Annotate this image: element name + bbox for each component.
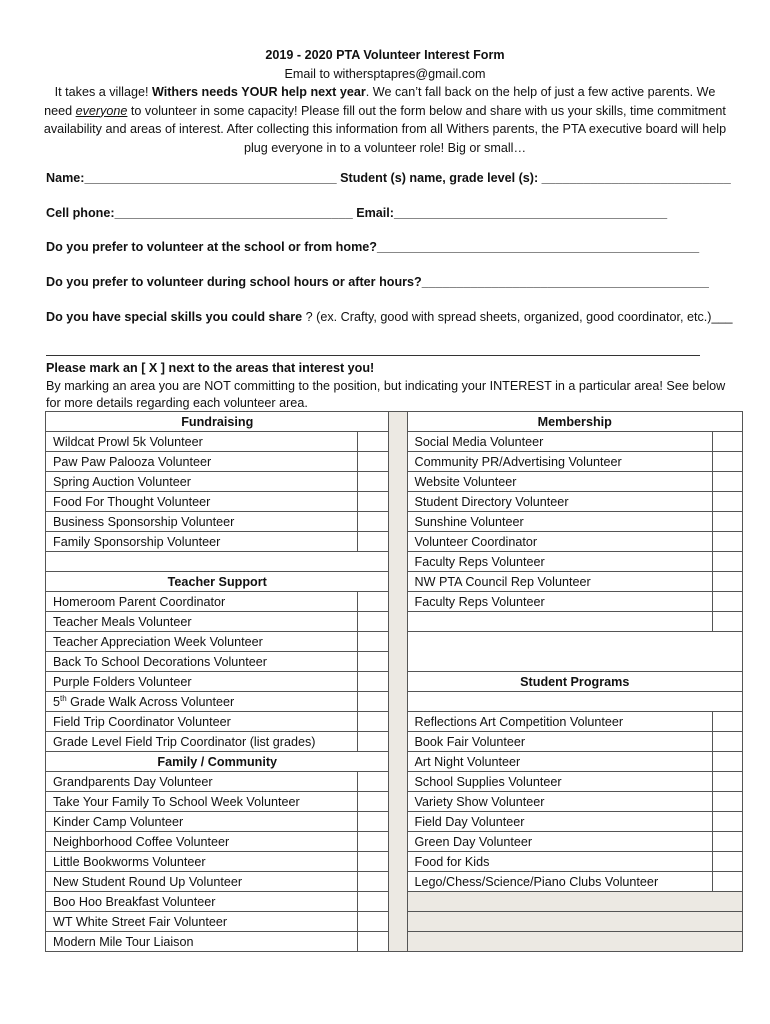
interest-checkbox[interactable] [358, 452, 389, 472]
interest-checkbox[interactable] [712, 552, 742, 572]
intro-emphasis: everyone [75, 103, 128, 118]
interest-checkbox[interactable] [712, 612, 742, 632]
interest-checkbox[interactable] [712, 532, 742, 552]
empty-cell [407, 652, 743, 672]
interest-checkbox[interactable] [712, 792, 742, 812]
interest-checkbox[interactable] [712, 712, 742, 732]
volunteer-area-label: Spring Auction Volunteer [46, 472, 358, 492]
volunteer-area-label: Social Media Volunteer [407, 432, 712, 452]
intro-text-2: . We can’t fall back on the help of just a few active parents. We need [44, 85, 716, 118]
special-skills-field[interactable] [46, 310, 732, 324]
interest-checkbox[interactable] [712, 772, 742, 792]
volunteer-area-label: Wildcat Prowl 5k Volunteer [46, 432, 358, 452]
volunteer-area-label: Modern Mile Tour Liaison [46, 932, 358, 952]
intro-text-1: It takes a village! [54, 85, 152, 99]
volunteer-area-label: Field Trip Coordinator Volunteer [46, 712, 358, 732]
interest-checkbox[interactable] [358, 772, 389, 792]
interest-checkbox[interactable] [358, 852, 389, 872]
volunteer-area-label: Volunteer Coordinator [407, 532, 712, 552]
email-line: Email to withersptapres@gmail.com [284, 66, 486, 81]
volunteer-area-label: Faculty Reps Volunteer [407, 552, 712, 572]
interest-checkbox[interactable] [358, 892, 389, 912]
instructions-heading: Please mark an [ X ] next to the areas that interest you! [46, 361, 375, 375]
interest-checkbox[interactable] [358, 672, 389, 692]
hours-preference-field[interactable]: Do you prefer to volunteer during school hours or after hours?_________________________________________ [46, 275, 709, 289]
shaded-cell [407, 932, 743, 952]
volunteer-area-label: Variety Show Volunteer [407, 792, 712, 812]
interest-checkbox[interactable] [358, 492, 389, 512]
interest-checkbox[interactable] [358, 912, 389, 932]
volunteer-area-label: Purple Folders Volunteer [46, 672, 358, 692]
intro-bold: Withers needs YOUR help next year [151, 85, 366, 99]
interest-checkbox[interactable] [358, 652, 389, 672]
volunteer-area-label: 5th Grade Walk Across Volunteer [46, 692, 358, 712]
section-header: Teacher Support [46, 572, 389, 592]
section-header: Student Programs [407, 672, 743, 692]
cell-email-field[interactable]: Cell phone:__________________________________ Email:_______________________________________ [46, 206, 668, 220]
form-header [40, 46, 730, 157]
interest-checkbox[interactable] [358, 632, 389, 652]
volunteer-area-label: Reflections Art Competition Volunteer [407, 712, 712, 732]
volunteer-area-label: Grade Level Field Trip Coordinator (list grades) [46, 732, 358, 752]
interest-checkbox[interactable] [358, 532, 389, 552]
intro-paragraph [40, 83, 730, 157]
volunteer-area-label [407, 612, 712, 632]
volunteer-area-label: Family Sponsorship Volunteer [46, 532, 358, 552]
instructions-body: By marking an area you are NOT committing to the position, but indicating your INTEREST in a particular area! See below for more details regarding each volunteer area. [46, 378, 726, 410]
skills-example: ? (ex. Crafty, good with spread sheets, organized, good coordinator, etc.)___ [302, 310, 733, 324]
interest-checkbox[interactable] [712, 512, 742, 532]
volunteer-area-label: NW PTA Council Rep Volunteer [407, 572, 712, 592]
interest-checkbox[interactable] [358, 612, 389, 632]
volunteer-area-label: Field Day Volunteer [407, 812, 712, 832]
section-header: Family / Community [46, 752, 389, 772]
interest-checkbox[interactable] [712, 492, 742, 512]
volunteer-area-label: Faculty Reps Volunteer [407, 592, 712, 612]
interest-checkbox[interactable] [712, 812, 742, 832]
blank-cell [407, 692, 743, 712]
interest-checkbox[interactable] [712, 572, 742, 592]
shaded-cell [407, 892, 743, 912]
interest-checkbox[interactable] [358, 932, 389, 952]
location-preference-field[interactable]: Do you prefer to volunteer at the school or from home?______________________________________________ [46, 240, 700, 254]
interest-checkbox[interactable] [358, 732, 389, 752]
volunteer-area-label: Book Fair Volunteer [407, 732, 712, 752]
empty-cell [407, 632, 743, 652]
interest-checkbox[interactable] [712, 732, 742, 752]
volunteer-area-label: Community PR/Advertising Volunteer [407, 452, 712, 472]
volunteer-area-label: Website Volunteer [407, 472, 712, 492]
column-divider [389, 412, 407, 952]
interest-checkbox[interactable] [712, 592, 742, 612]
interest-checkbox[interactable] [358, 792, 389, 812]
interest-checkbox[interactable] [358, 812, 389, 832]
shaded-cell [407, 912, 743, 932]
volunteer-area-label: Sunshine Volunteer [407, 512, 712, 532]
volunteer-areas-table [45, 411, 743, 952]
volunteer-area-label: Little Bookworms Volunteer [46, 852, 358, 872]
volunteer-area-label: Lego/Chess/Science/Piano Clubs Volunteer [407, 872, 712, 892]
interest-checkbox[interactable] [358, 832, 389, 852]
interest-checkbox[interactable] [358, 472, 389, 492]
volunteer-area-label: Paw Paw Palooza Volunteer [46, 452, 358, 472]
interest-checkbox[interactable] [358, 712, 389, 732]
interest-checkbox[interactable] [712, 752, 742, 772]
volunteer-area-label: WT White Street Fair Volunteer [46, 912, 358, 932]
interest-checkbox[interactable] [712, 832, 742, 852]
volunteer-area-label: New Student Round Up Volunteer [46, 872, 358, 892]
interest-checkbox[interactable] [358, 872, 389, 892]
volunteer-area-label: Take Your Family To School Week Volunteer [46, 792, 358, 812]
interest-checkbox[interactable] [358, 692, 389, 712]
volunteer-area-label: Neighborhood Coffee Volunteer [46, 832, 358, 852]
volunteer-area-label: Teacher Meals Volunteer [46, 612, 358, 632]
volunteer-area-label: Homeroom Parent Coordinator [46, 592, 358, 612]
interest-checkbox[interactable] [712, 472, 742, 492]
interest-checkbox[interactable] [712, 852, 742, 872]
form-title: 2019 - 2020 PTA Volunteer Interest Form [265, 48, 505, 62]
skills-label: Do you have special skills you could share [46, 310, 303, 324]
volunteer-area-label: Food For Thought Volunteer [46, 492, 358, 512]
volunteer-area-label: Kinder Camp Volunteer [46, 812, 358, 832]
table-row [46, 412, 743, 432]
section-header: Membership [407, 412, 743, 432]
volunteer-area-label: Boo Hoo Breakfast Volunteer [46, 892, 358, 912]
intro-text-3: to volunteer in some capacity! Please fill out the form below and share with us your skills, time commitment availability and areas of interest. After collecting this information from all Withers parents, the PTA executive board will help plug everyone in to a volunteer role! Big or small… [43, 103, 727, 155]
section-header: Fundraising [46, 412, 389, 432]
instructions [46, 360, 736, 413]
volunteer-area-label: Art Night Volunteer [407, 752, 712, 772]
section-divider [46, 355, 700, 356]
volunteer-area-label: School Supplies Volunteer [407, 772, 712, 792]
volunteer-area-label: Student Directory Volunteer [407, 492, 712, 512]
volunteer-area-label: Food for Kids [407, 852, 712, 872]
interest-checkbox[interactable] [712, 432, 742, 452]
interest-checkbox[interactable] [358, 432, 389, 452]
volunteer-area-label: Green Day Volunteer [407, 832, 712, 852]
volunteer-area-label: Grandparents Day Volunteer [46, 772, 358, 792]
interest-checkbox[interactable] [358, 592, 389, 612]
volunteer-area-label: Teacher Appreciation Week Volunteer [46, 632, 358, 652]
volunteer-area-label: Business Sponsorship Volunteer [46, 512, 358, 532]
blank-cell [46, 552, 389, 572]
name-student-field[interactable]: Name:____________________________________ Student (s) name, grade level (s): ___________________________ [46, 171, 731, 185]
interest-checkbox[interactable] [712, 452, 742, 472]
volunteer-area-label: Back To School Decorations Volunteer [46, 652, 358, 672]
interest-checkbox[interactable] [358, 512, 389, 532]
interest-checkbox[interactable] [712, 872, 742, 892]
